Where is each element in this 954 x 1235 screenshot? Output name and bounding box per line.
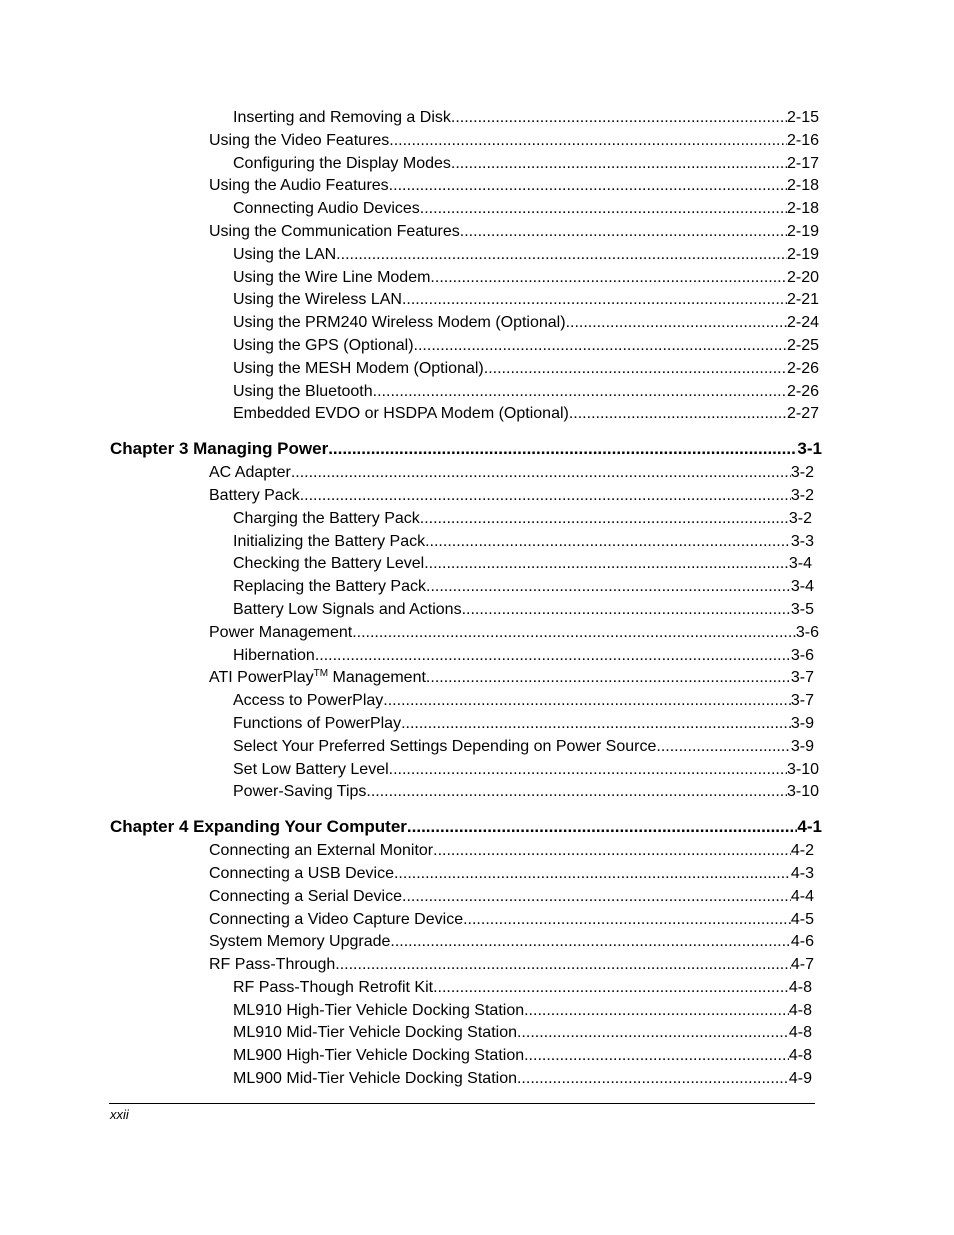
page-number: xxii bbox=[110, 1107, 129, 1122]
toc-entry[interactable] bbox=[233, 198, 819, 221]
toc-leader-dots bbox=[430, 267, 787, 290]
toc-entry[interactable] bbox=[233, 645, 814, 668]
toc-leader-dots bbox=[390, 931, 790, 954]
toc-entry-title: RF Pass-Through bbox=[209, 956, 336, 974]
toc-entry-title: Connecting an External Monitor bbox=[209, 842, 434, 860]
toc-entry[interactable] bbox=[209, 221, 819, 244]
toc-entry-title bbox=[209, 667, 426, 690]
toc-leader-dots bbox=[389, 130, 787, 153]
toc-entry-title: Battery Low Signals and Actions bbox=[233, 600, 462, 618]
toc-entry-title: Power-Saving Tips bbox=[233, 783, 367, 801]
toc-entry-title: Select Your Preferred Settings Depending on Power Source bbox=[233, 737, 657, 755]
toc-leader-dots bbox=[291, 462, 791, 485]
toc-entry[interactable] bbox=[233, 690, 814, 713]
toc-leader-dots bbox=[420, 508, 789, 531]
toc-entry-title: Functions of PowerPlay bbox=[233, 714, 402, 732]
toc-entry-title: Using the Audio Features bbox=[209, 177, 389, 195]
toc-entry-title: Set Low Battery Level bbox=[233, 760, 389, 778]
toc-entry-page: 4-9 bbox=[788, 1070, 812, 1088]
toc-entry[interactable] bbox=[233, 1022, 812, 1045]
toc-entry-page: 4-3 bbox=[790, 864, 814, 882]
toc-entry-title: AC Adapter bbox=[209, 464, 291, 482]
toc-leader-dots bbox=[451, 153, 787, 176]
toc-entry-title: Charging the Battery Pack bbox=[233, 509, 420, 527]
toc-chapter-title: Chapter 4 Expanding Your Computer bbox=[110, 817, 407, 837]
toc-chapter-title: Chapter 3 Managing Power bbox=[110, 439, 329, 459]
toc-entry[interactable] bbox=[209, 667, 814, 690]
toc-leader-dots bbox=[462, 599, 791, 622]
toc-leader-dots bbox=[394, 863, 791, 886]
toc-chapter-page: 4-1 bbox=[797, 817, 822, 837]
toc-entry-title: Using the PRM240 Wireless Modem (Optional) bbox=[233, 314, 566, 332]
toc-leader-dots bbox=[328, 436, 797, 462]
toc-entry-page: 3-9 bbox=[790, 714, 814, 732]
toc-entry-title: Connecting a Serial Device bbox=[209, 887, 402, 905]
toc-entry-page: 4-6 bbox=[790, 933, 814, 951]
toc-leader-dots bbox=[352, 622, 796, 645]
toc-entry-page: 3-5 bbox=[790, 600, 814, 618]
toc-entry-title: Using the GPS (Optional) bbox=[233, 336, 414, 354]
toc-chapter-heading[interactable] bbox=[110, 814, 822, 840]
toc-entry-page: 2-20 bbox=[786, 268, 819, 286]
toc-entry[interactable] bbox=[209, 840, 814, 863]
toc-entry-page: 3-7 bbox=[790, 692, 814, 710]
toc-entry-page: 4-8 bbox=[788, 978, 812, 996]
toc-entry-page: 3-10 bbox=[786, 760, 819, 778]
toc-entry-page: 4-7 bbox=[790, 956, 814, 974]
toc-leader-dots bbox=[426, 576, 791, 599]
toc-entry[interactable] bbox=[233, 713, 814, 736]
toc-entry-title: ML900 High-Tier Vehicle Docking Station bbox=[233, 1047, 525, 1065]
toc-entry[interactable] bbox=[233, 244, 819, 267]
toc-entry-title: ML910 Mid-Tier Vehicle Docking Station bbox=[233, 1024, 517, 1042]
toc-entry[interactable] bbox=[233, 358, 819, 381]
toc-entry-page: 3-6 bbox=[790, 646, 814, 664]
toc-leader-dots bbox=[566, 312, 787, 335]
toc-entry[interactable] bbox=[209, 886, 814, 909]
footer-rule bbox=[109, 1103, 815, 1104]
toc-leader-dots bbox=[424, 553, 789, 576]
toc-entry-page: 2-19 bbox=[786, 245, 819, 263]
toc-leader-dots bbox=[425, 531, 791, 554]
toc-entry-page: 2-15 bbox=[786, 109, 819, 126]
toc-leader-dots bbox=[336, 244, 787, 267]
toc-entry-title: Checking the Battery Level bbox=[233, 555, 425, 573]
toc-entry[interactable] bbox=[233, 759, 819, 782]
toc-entry-title: Initializing the Battery Pack bbox=[233, 532, 426, 550]
toc-entry[interactable] bbox=[209, 909, 814, 932]
toc-entry-page: 2-26 bbox=[786, 382, 819, 400]
toc-entry-page: 3-4 bbox=[790, 578, 814, 596]
toc-entry-page: 3-3 bbox=[790, 532, 814, 550]
toc-entry[interactable] bbox=[233, 736, 814, 759]
toc-entry-page: 2-19 bbox=[786, 222, 819, 240]
toc-entry[interactable] bbox=[233, 335, 819, 358]
toc-entry[interactable] bbox=[233, 153, 819, 176]
toc-entry[interactable] bbox=[233, 553, 812, 576]
toc-leader-dots bbox=[517, 1068, 789, 1091]
toc-leader-dots bbox=[460, 221, 787, 244]
toc-entry-title: Power Management bbox=[209, 623, 353, 641]
toc-leader-dots bbox=[524, 1045, 789, 1068]
toc-entry-page: 4-2 bbox=[790, 842, 814, 860]
toc-entry-title: Battery Pack bbox=[209, 486, 300, 504]
toc-entry-page: 2-17 bbox=[786, 154, 819, 172]
toc-leader-dots bbox=[383, 690, 791, 713]
toc-entry[interactable] bbox=[233, 312, 819, 335]
toc-entry-page: 2-21 bbox=[786, 291, 819, 309]
table-of-contents bbox=[0, 107, 954, 1091]
toc-leader-dots bbox=[451, 107, 787, 130]
toc-leader-dots bbox=[463, 909, 791, 932]
toc-entry-title: Using the MESH Modem (Optional) bbox=[233, 359, 484, 377]
toc-entry-title: ML900 Mid-Tier Vehicle Docking Station bbox=[233, 1070, 517, 1088]
toc-entry[interactable] bbox=[233, 381, 819, 404]
toc-entry[interactable] bbox=[233, 508, 812, 531]
toc-entry-page: 4-5 bbox=[790, 910, 814, 928]
toc-entry[interactable] bbox=[209, 130, 819, 153]
toc-entry-page: 4-8 bbox=[788, 1047, 812, 1065]
toc-entry[interactable] bbox=[209, 931, 814, 954]
toc-entry-title: RF Pass-Though Retrofit Kit bbox=[233, 978, 434, 996]
toc-entry-title: Connecting a Video Capture Device bbox=[209, 910, 464, 928]
toc-entry-title: Embedded EVDO or HSDPA Modem (Optional) bbox=[233, 405, 569, 423]
toc-entry-title: Using the Wire Line Modem bbox=[233, 268, 431, 286]
toc-entry[interactable] bbox=[233, 576, 814, 599]
toc-entry[interactable] bbox=[233, 531, 814, 554]
toc-entry-page: 3-6 bbox=[795, 623, 819, 641]
toc-entry[interactable] bbox=[209, 462, 814, 485]
toc-leader-dots bbox=[315, 645, 791, 668]
toc-entry[interactable] bbox=[233, 1068, 812, 1091]
toc-leader-dots bbox=[389, 175, 787, 198]
toc-entry-page: 3-2 bbox=[790, 464, 814, 482]
toc-entry-page: 2-18 bbox=[786, 177, 819, 195]
toc-leader-dots bbox=[433, 977, 789, 1000]
toc-entry[interactable] bbox=[233, 403, 819, 426]
toc-entry[interactable] bbox=[209, 863, 814, 886]
toc-entry-title: Using the LAN bbox=[233, 245, 337, 263]
toc-entry-title: Inserting and Removing a Disk bbox=[233, 109, 451, 126]
toc-entry-page: 3-2 bbox=[788, 509, 812, 527]
toc-entry[interactable] bbox=[233, 599, 814, 622]
toc-entry-page: 3-9 bbox=[790, 737, 814, 755]
toc-entry-page: 3-4 bbox=[788, 555, 812, 573]
toc-leader-dots bbox=[426, 667, 791, 690]
section-gap bbox=[0, 426, 954, 436]
toc-entry[interactable] bbox=[233, 267, 819, 290]
section-gap bbox=[0, 804, 954, 814]
toc-entry-page: 2-26 bbox=[786, 359, 819, 377]
toc-entry-page: 4-4 bbox=[790, 887, 814, 905]
toc-entry[interactable] bbox=[233, 977, 812, 1000]
toc-leader-dots bbox=[484, 358, 787, 381]
toc-entry-page: 4-8 bbox=[788, 1001, 812, 1019]
toc-entry-page: 2-18 bbox=[786, 200, 819, 218]
toc-entry-page: 2-24 bbox=[786, 314, 819, 332]
toc-entry-title: Connecting Audio Devices bbox=[233, 200, 420, 218]
toc-leader-dots bbox=[300, 485, 791, 508]
toc-entry-page: 3-10 bbox=[786, 783, 819, 801]
toc-entry-title: Replacing the Battery Pack bbox=[233, 578, 426, 596]
toc-entry[interactable] bbox=[233, 289, 819, 312]
toc-leader-dots bbox=[524, 1000, 789, 1023]
toc-entry-title: Connecting a USB Device bbox=[209, 864, 394, 882]
toc-entry-title: Using the Communication Features bbox=[209, 222, 460, 240]
toc-entry-title: System Memory Upgrade bbox=[209, 933, 391, 951]
toc-entry-title-main: ATI PowerPlay bbox=[209, 669, 314, 687]
toc-entry-page: 3-2 bbox=[790, 486, 814, 504]
toc-entry-title: Configuring the Display Modes bbox=[233, 154, 451, 172]
toc-entry-page: 2-16 bbox=[786, 131, 819, 149]
toc-leader-dots bbox=[401, 713, 791, 736]
toc-entry-title: Hibernation bbox=[233, 646, 315, 664]
toc-leader-dots bbox=[373, 381, 787, 404]
toc-leader-dots bbox=[433, 840, 791, 863]
toc-entry-page: 3-7 bbox=[790, 669, 814, 687]
toc-entry-title: Using the Bluetooth bbox=[233, 382, 373, 400]
toc-entry[interactable] bbox=[233, 107, 819, 130]
toc-leader-dots bbox=[569, 403, 787, 426]
toc-leader-dots bbox=[335, 954, 791, 977]
toc-entry[interactable] bbox=[233, 1000, 812, 1023]
toc-entry-page: 4-8 bbox=[788, 1024, 812, 1042]
toc-entry-title: Using the Video Features bbox=[209, 131, 390, 149]
toc-entry-title: ML910 High-Tier Vehicle Docking Station bbox=[233, 1001, 525, 1019]
toc-entry[interactable] bbox=[209, 175, 819, 198]
toc-entry[interactable] bbox=[233, 1045, 812, 1068]
toc-entry-page: 2-27 bbox=[786, 405, 819, 423]
toc-entry[interactable] bbox=[233, 781, 819, 804]
toc-entry[interactable] bbox=[209, 954, 814, 977]
toc-leader-dots bbox=[517, 1022, 789, 1045]
trademark-superscript: TM bbox=[313, 668, 329, 680]
toc-leader-dots bbox=[414, 335, 787, 358]
toc-chapter-page: 3-1 bbox=[797, 439, 822, 459]
toc-entry[interactable] bbox=[209, 485, 814, 508]
toc-leader-dots bbox=[656, 736, 791, 759]
toc-entry-page: 2-25 bbox=[786, 336, 819, 354]
toc-leader-dots bbox=[402, 289, 787, 312]
toc-entry[interactable] bbox=[209, 622, 819, 645]
toc-entry-title: Using the Wireless LAN bbox=[233, 291, 402, 309]
toc-leader-dots bbox=[407, 814, 798, 840]
toc-entry-title: Access to PowerPlay bbox=[233, 692, 384, 710]
toc-entry-title-rest: Management bbox=[328, 669, 426, 687]
toc-chapter-heading[interactable] bbox=[110, 436, 822, 462]
toc-leader-dots bbox=[366, 781, 787, 804]
toc-leader-dots bbox=[389, 759, 787, 782]
toc-leader-dots bbox=[420, 198, 787, 221]
toc-leader-dots bbox=[402, 886, 791, 909]
